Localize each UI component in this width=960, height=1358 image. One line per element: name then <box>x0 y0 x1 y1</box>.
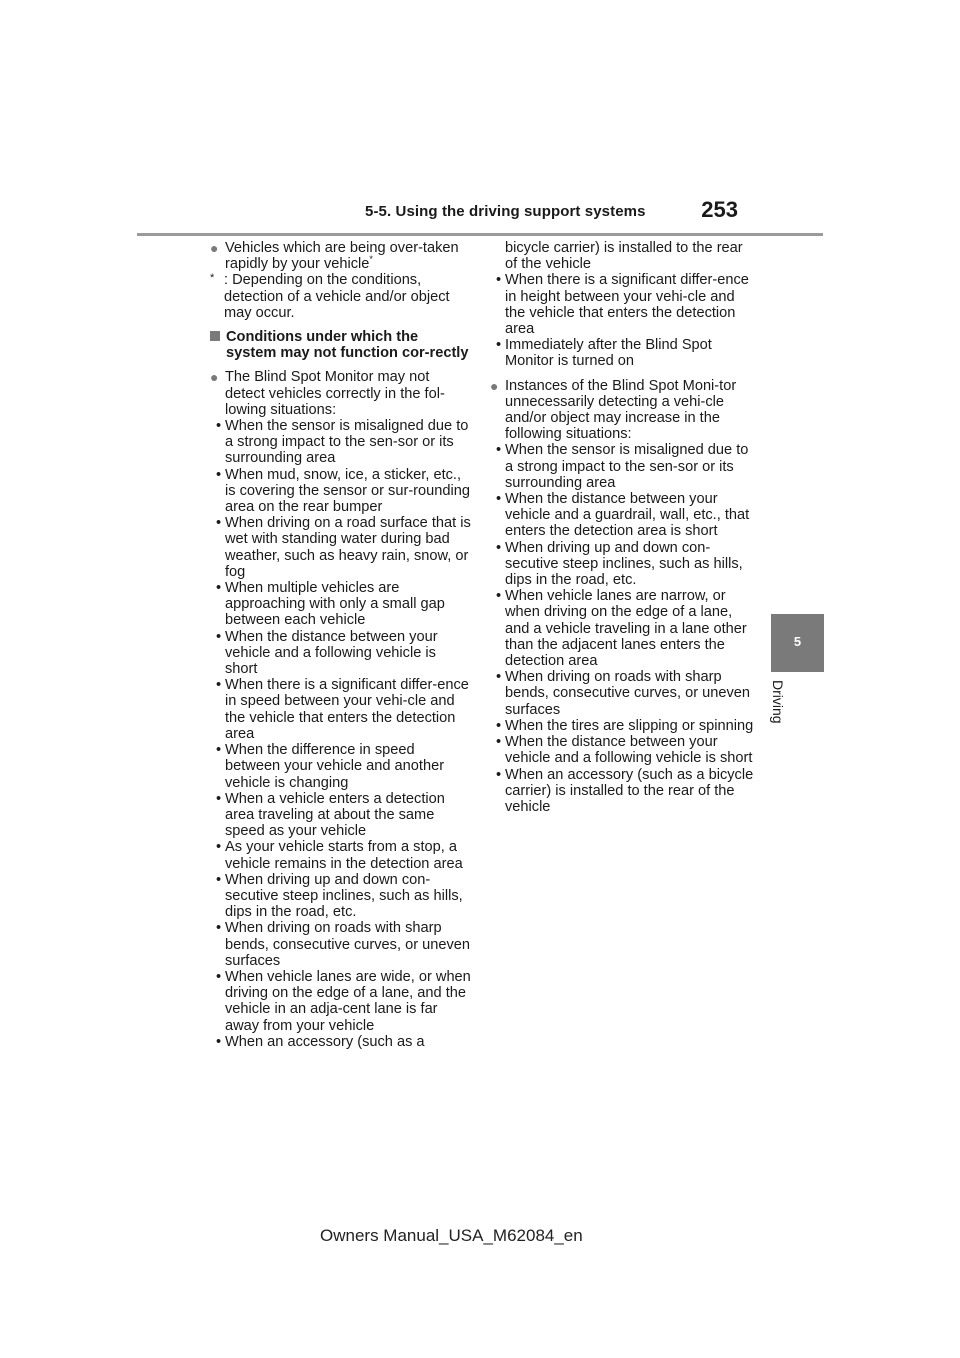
bullet-dot-icon: • <box>216 515 222 532</box>
subheading <box>210 329 472 361</box>
bullet-dot-icon: • <box>496 442 502 459</box>
bullet-dot-icon: • <box>216 677 222 694</box>
bullet-text: When vehicle lanes are wide, or when driving on the edge of a lane, and the vehicle in an adja-cent lane is far away from your vehicle <box>225 968 471 1034</box>
bullet-item <box>490 767 754 816</box>
bullet-item <box>210 839 472 871</box>
bullet-dot-icon: • <box>496 766 502 783</box>
left-column <box>210 240 472 1050</box>
bullet-text: When driving on a road surface that is wet with standing water during bad weather, such as heavy rain, snow, or fog <box>225 515 471 580</box>
bullet-text: When the tires are slipping or spinning <box>505 717 754 734</box>
bullet-item <box>490 588 754 669</box>
bullet-text: When mud, snow, ice, a sticker, etc., is covering the sensor or sur-rounding area on the rear bumper <box>225 466 470 516</box>
item-text: bicycle carrier) is installed to the rear of the vehicle <box>505 240 743 273</box>
chapter-tab <box>771 614 824 672</box>
header-rule <box>137 233 823 236</box>
bullet-dot-icon: • <box>216 742 222 759</box>
bullet-dot-icon: • <box>216 1033 222 1050</box>
item-text: Instances of the Blind Spot Moni-tor unnecessarily detecting a vehi-cle and/or object may increase in the following situations: <box>505 377 737 443</box>
item-text: The Blind Spot Monitor may not detect vehicles correctly in the fol-lowing situations: <box>225 369 445 418</box>
list-item <box>490 378 754 443</box>
bullet-dot-icon: • <box>216 968 222 985</box>
bullet-dot-icon: • <box>216 418 222 435</box>
bullet-text: When the sensor is misaligned due to a strong impact to the sen-sor or its surrounding area <box>505 442 749 491</box>
bullet-dot-icon: • <box>216 628 222 645</box>
right-column <box>490 240 754 815</box>
bullet-text: When there is a significant differ-ence in height between your vehi-cle and the vehicle that enters the detection area <box>505 272 749 338</box>
bullet-text: When driving on roads with sharp bends, consecutive curves, or uneven surfaces <box>225 920 470 969</box>
bullet-item <box>490 540 754 589</box>
bullet-dot-icon: • <box>496 337 502 354</box>
footer-text: Owners Manual_USA_M62084_en <box>320 1226 583 1245</box>
bullet-dot-icon: • <box>496 491 502 508</box>
bullet-dot-icon: • <box>216 466 222 483</box>
bullet-text: When there is a significant differ-ence in speed between your vehi-cle and the vehicle that enters the detection area <box>225 677 469 742</box>
bullet-dot-icon: • <box>496 669 502 686</box>
bullet-item <box>210 467 472 516</box>
bullet-item <box>490 734 754 766</box>
bullet-dot-icon: • <box>216 790 222 807</box>
bullet-item <box>210 418 472 467</box>
bullet-text: When the distance between your vehicle and a following vehicle is short <box>505 734 753 767</box>
list-item <box>210 240 472 272</box>
circle-bullet-icon: ● <box>490 377 499 394</box>
circle-bullet-icon: ● <box>210 240 219 256</box>
bullet-item <box>490 669 754 718</box>
continuation-text <box>490 240 754 272</box>
bullet-item <box>490 442 754 491</box>
bullet-text: When the distance between your vehicle and a guardrail, wall, etc., that enters the detection area is short <box>505 491 750 540</box>
bullet-text: When an accessory (such as a bicycle carrier) is installed to the rear of the vehicle <box>505 766 754 815</box>
bullet-item <box>490 337 754 369</box>
bullet-dot-icon: • <box>496 717 502 734</box>
bullet-text: When driving up and down con-secutive steep inclines, such as hills, dips in the road, etc. <box>505 539 743 589</box>
bullet-text: When multiple vehicles are approaching with only a small gap between each vehicle <box>225 580 445 629</box>
bullet-dot-icon: • <box>496 588 502 605</box>
bullet-list <box>490 442 754 815</box>
bullet-text: When driving on roads with sharp bends, consecutive curves, or uneven surfaces <box>505 669 750 718</box>
footnote <box>210 272 472 321</box>
bullet-item <box>210 742 472 791</box>
page-header <box>365 197 750 231</box>
bullet-list <box>210 418 472 1050</box>
bullet-item <box>490 272 754 337</box>
bullet-list <box>490 272 754 369</box>
bullet-dot-icon: • <box>216 920 222 937</box>
square-bullet-icon <box>210 331 220 341</box>
bullet-dot-icon: • <box>496 539 502 556</box>
item-text: Vehicles which are being over-taken rapidly by your vehicle <box>225 240 459 273</box>
circle-bullet-icon: ● <box>210 369 219 386</box>
bullet-item <box>210 515 472 580</box>
bullet-text: As your vehicle starts from a stop, a vehicle remains in the detection area <box>225 839 463 872</box>
bullet-dot-icon: • <box>496 272 502 289</box>
footnote-ref: * <box>369 254 373 265</box>
bullet-item <box>210 872 472 921</box>
bullet-text: When the difference in speed between your vehicle and another vehicle is changing <box>225 742 445 791</box>
bullet-text: When a vehicle enters a detection area traveling at about the same speed as your vehicle <box>225 790 445 840</box>
bullet-item <box>210 677 472 742</box>
page-number: 253 <box>701 197 738 222</box>
bullet-dot-icon: • <box>496 734 502 751</box>
subheading-text: Conditions under which the system may not function cor-rectly <box>226 329 469 362</box>
bullet-item <box>210 1034 472 1050</box>
bullet-text: When the sensor is misaligned due to a strong impact to the sen-sor or its surrounding area <box>225 418 469 467</box>
footnote-mark: * <box>210 272 215 285</box>
bullet-text: When driving up and down con-secutive steep inclines, such as hills, dips in the road, etc. <box>225 871 463 921</box>
bullet-item <box>210 580 472 629</box>
bullet-dot-icon: • <box>216 839 222 856</box>
bullet-item <box>210 629 472 678</box>
list-item <box>210 369 472 418</box>
chapter-label <box>768 680 788 760</box>
bullet-item <box>210 969 472 1034</box>
bullet-dot-icon: • <box>216 580 222 597</box>
bullet-text: Immediately after the Blind Spot Monitor is turned on <box>505 337 712 370</box>
chapter-label-text: Driving <box>770 680 786 724</box>
bullet-text: When the distance between your vehicle and a following vehicle is short <box>225 628 438 678</box>
section-title: 5-5. Using the driving support systems <box>365 203 646 220</box>
bullet-text: When vehicle lanes are narrow, or when driving on the edge of a lane, and a vehicle traveling in a lane other than the adjacent lanes enters the detection area <box>505 588 747 670</box>
chapter-number: 5 <box>793 634 802 649</box>
bullet-item <box>490 491 754 540</box>
bullet-text: When an accessory (such as a <box>225 1033 425 1050</box>
bullet-dot-icon: • <box>216 871 222 888</box>
bullet-item <box>210 920 472 969</box>
footnote-text: : Depending on the conditions, detection of a vehicle and/or object may occur. <box>224 272 450 321</box>
bullet-item <box>210 791 472 840</box>
bullet-item <box>490 718 754 734</box>
